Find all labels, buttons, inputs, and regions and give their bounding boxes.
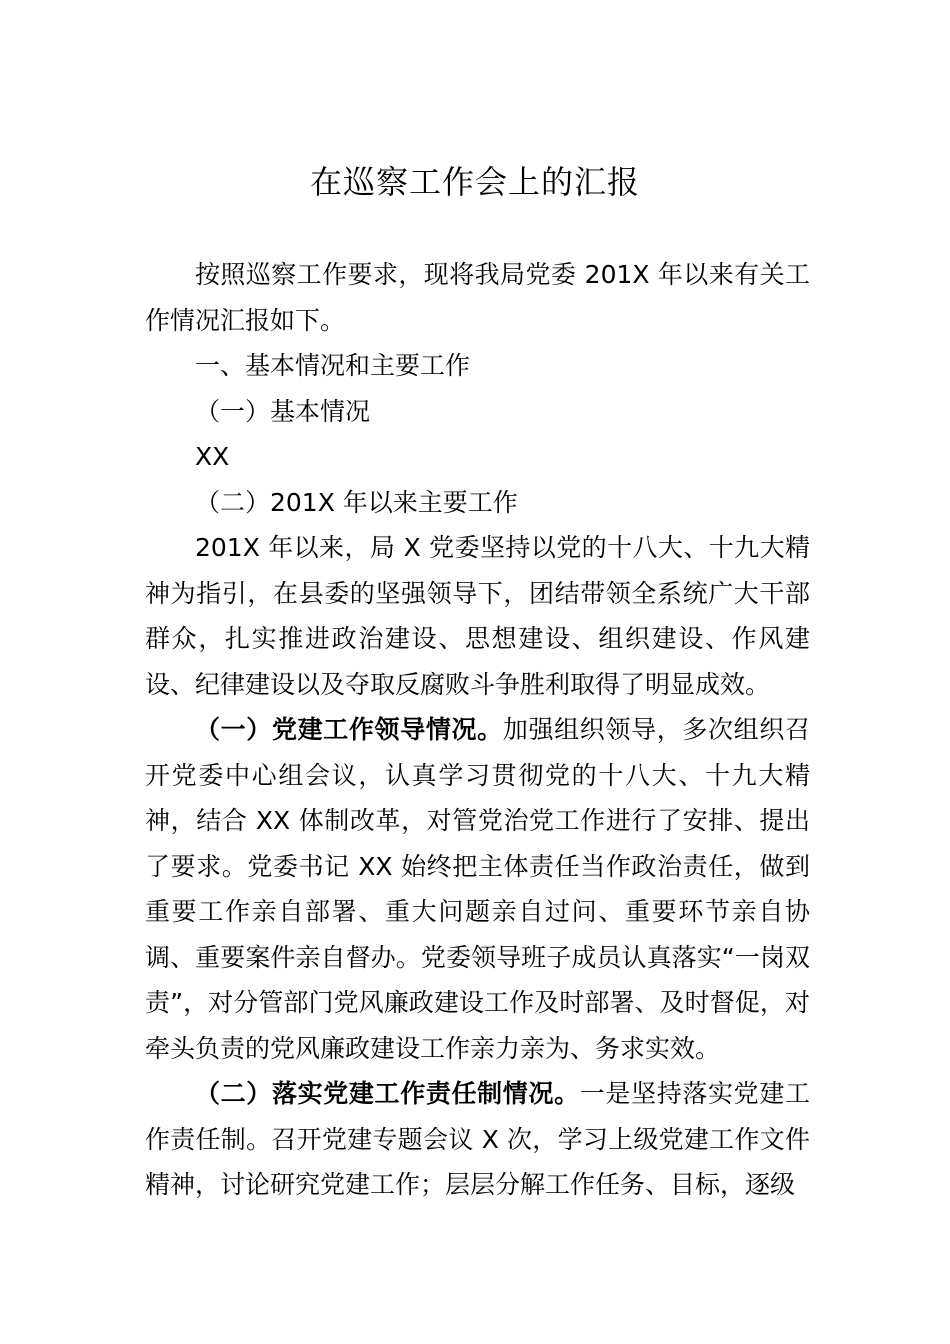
- subsection-heading-main-work: （二）201X 年以来主要工作: [195, 487, 518, 517]
- intro-paragraph: 按照巡察工作要求，现将我局党委 201X 年以来有关工作情况汇报如下。: [145, 260, 810, 335]
- subsection-basic-text: XX: [195, 442, 230, 471]
- item-party-leadership-heading: （一）党建工作领导情况。: [195, 715, 503, 744]
- subsection-heading-basic: （一）基本情况: [195, 396, 371, 426]
- item-responsibility-text: 一是坚持落实党建工作责任制。召开党建专题会议 X 次，学习上级党建工作文件精神，讨论研究党建工作；层层分解工作任务、目标，逐级: [145, 1079, 810, 1199]
- item-party-leadership-text: 加强组织领导，多次组织召开党委中心组会议，认真学习贯彻党的十八大、十九大精神，结合 XX 体制改革，对管党治党工作进行了安排、提出了要求。党委书记 XX 始终把主体责任当作政治责任，做到重要工作亲自部署、重大问题亲自过问、重要环节亲自协调、重要案件亲自督办。党委领导班子成员认真落实“一岗双责”，对分管部门党风廉政建设工作及时部署、及时督促，对牵头负责的党风廉政建设工作亲力亲为、务求实效。: [145, 715, 810, 1063]
- section-heading-1: 一、基本情况和主要工作: [195, 351, 471, 380]
- document-title: 在巡察工作会上的汇报: [309, 163, 640, 201]
- main-work-paragraph: 201X 年以来，局 X 党委坚持以党的十八大、十九大精神为指引，在县委的坚强领导下，团结带领全系统广大干部群众，扎实推进政治建设、思想建设、组织建设、作风建设、纪律建设以及夺取反腐败斗争胜利取得了明显成效。: [145, 533, 810, 699]
- item-party-leadership-paragraph: [145, 707, 810, 1071]
- item-responsibility-heading: （二）落实党建工作责任制情况。: [195, 1079, 580, 1108]
- item-responsibility-paragraph: [145, 1071, 810, 1208]
- document-body: [145, 252, 810, 1208]
